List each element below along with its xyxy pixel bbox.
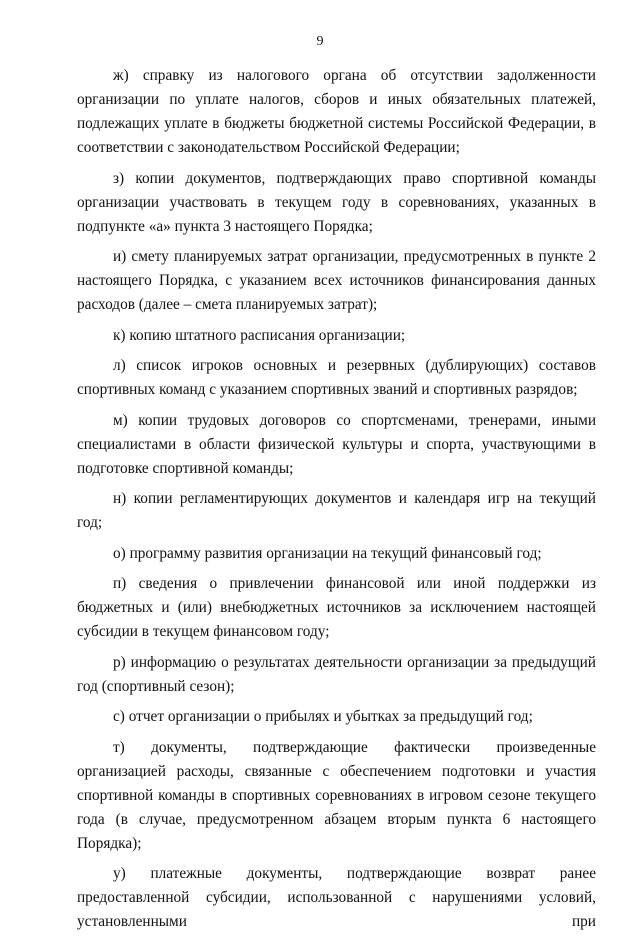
list-item-n: н) копии регламентирующих документов и календаря игр на текущий год; [77, 490, 596, 531]
document-body [77, 64, 596, 941]
list-item-o: о) программу развития организации на текущий финансовый год; [113, 544, 542, 562]
page-number: 9 [316, 34, 324, 49]
list-item-zh: ж) справку из налогового органа об отсутствии задолженности организации по уплате налогов, сборов и иных обязательных платежей, подлежащих уплате в бюджеты бюджетной системы Российской Федерации, в соответствии с законодательством Российской Федерации; [77, 67, 596, 156]
list-item-k: к) копию штатного расписания организации; [113, 326, 406, 344]
list-item-t: т) документы, подтверждающие фактически произведенные организацией расходы, связанные с обеспечением подготовки и участия спортивной команды в спортивных соревнованиях в игровом сезоне текущего года (в случае, предусмотренном абзацем вторым пункта 6 настоящего Порядка); [77, 738, 596, 852]
list-item-r: р) информацию о результатах деятельности организации за предыдущий год (спортивный сезон); [77, 653, 596, 695]
list-item-l: л) список игроков основных и резервных (дублирующих) составов спортивных команд с указанием спортивных званий и спортивных разрядов; [77, 357, 596, 398]
list-item-s: с) отчет организации о прибылях и убытках за предыдущий год; [113, 708, 533, 725]
list-item-u: у) платежные документы, подтверждающие возврат ранее предоставленной субсидии, использованной с нарушениями условий, установленными при [77, 865, 596, 930]
list-item-z: з) копии документов, подтверждающих право спортивной команды организации участвовать в текущем году в соревнованиях, указанных в подпункте «а» пункта 3 настоящего Порядка; [77, 169, 596, 235]
list-item-p: п) сведения о привлечении финансовой или иной поддержки из бюджетных и (или) внебюджетных источников за исключением настоящей субсидии в текущем финансовом году; [77, 575, 596, 640]
list-item-i: и) смету планируемых затрат организации, предусмотренных в пункте 2 настоящего Порядка, с указанием всех источников финансирования данных расходов (далее – смета планируемых затрат); [77, 248, 596, 313]
list-item-m: м) копии трудовых договоров со спортсменами, тренерами, иными специалистами в области физической культуры и спорта, участвующими в подготовке спортивной команды; [77, 411, 596, 477]
